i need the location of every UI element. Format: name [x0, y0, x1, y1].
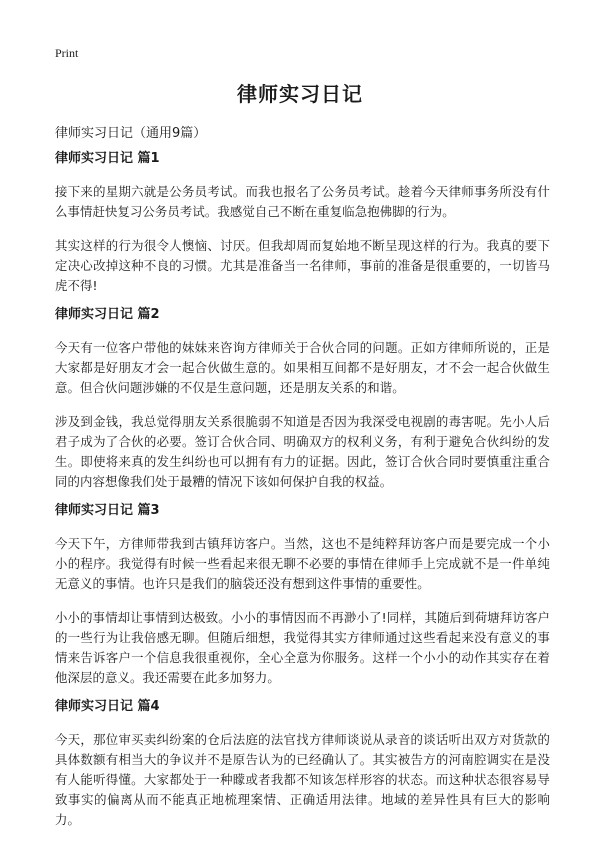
section-heading: 律师实习日记 篇3: [55, 503, 160, 518]
section-heading: 律师实习日记 篇1: [55, 151, 160, 166]
section-heading: 律师实习日记 篇2: [55, 307, 160, 322]
diary-entry-1: [55, 150, 550, 296]
paragraph: 接下来的星期六就是公务员考试。而我也报名了公务员考试。趁着今天律师事务所没有什么事情赶快复习公务员考试。我感觉自己不断在重复临急抱佛脚的行为。: [55, 184, 550, 219]
paragraph: 今天，那位审买卖纠纷案的仓后法庭的法官找方律师谈说从录音的谈话听出双方对货款的具体数额有相当大的争议并不是原告认为的已经确认了。其实被告方的河南腔调实在是没有人能听得懂。大家都处于一种矇或者我都不知该怎样形容的状态。而这种状态很容易导致事实的偏离从而不能真正地梳理案情、正确适用法律。地域的差异性具有巨大的影响力。: [55, 732, 550, 827]
print-label[interactable]: Print: [55, 46, 79, 60]
diary-entry-3: [55, 502, 550, 688]
paragraph: 涉及到金钱，我总觉得朋友关系很脆弱不知道是否因为我深受电视剧的毒害呢。先小人后君子成为了合伙的必要。签订合伙合同、明确双方的权利义务，有利于避免合伙纠纷的发生。即使将来真的发生纠纷也可以拥有有力的证据。因此，签订合伙合同时要慎重注重合同的内容想像我们处于最糟的情况下该如何保护自我的权益。: [55, 414, 550, 489]
paragraph: 今天有一位客户带他的妹妹来咨询方律师关于合伙合同的问题。正如方律师所说的，正是大家都是好朋友才会一起合伙做生意的。如果相互间都不是好朋友，才不会一起合伙做生意。但合伙问题涉嫌的不仅是生意问题，还是朋友关系的和谐。: [55, 340, 550, 395]
section-heading: 律师实习日记 篇4: [55, 699, 160, 714]
document-subtitle: 律师实习日记（通用9篇）: [55, 126, 207, 141]
page-title: 律师实习日记: [237, 82, 363, 106]
paragraph: 今天下午，方律师带我到古镇拜访客户。当然，这也不是纯粹拜访客户而是要完成一个小小的程序。我觉得有时候一些看起来很无聊不必要的事情在律师手上完成就不是一件单纯无意义的事情。也许只是我们的脑袋还没有想到这件事情的重要性。: [55, 536, 550, 591]
diary-entry-4: [55, 698, 550, 830]
diary-entry-2: [55, 306, 550, 492]
paragraph: 小小的事情却让事情到达极致。小小的事情因而不再渺小了!同样，其随后到荷塘拜访客户的一些行为让我倍感无聊。但随后细想，我觉得其实方律师通过这些看起来没有意义的事情来告诉客户一个信息我很重视你，全心全意为你服务。这样一个小小的动作其实存在着他深层的意义。我还需要在此多加努力。: [55, 610, 550, 685]
document-body: [55, 150, 550, 844]
paragraph: 其实这样的行为很令人懊恼、讨厌。但我却周而复始地不断呈现这样的行为。我真的要下定决心改掉这种不良的习惯。尤其是准备当一名律师，事前的准备是很重要的，一切皆马虎不得!: [55, 238, 550, 293]
